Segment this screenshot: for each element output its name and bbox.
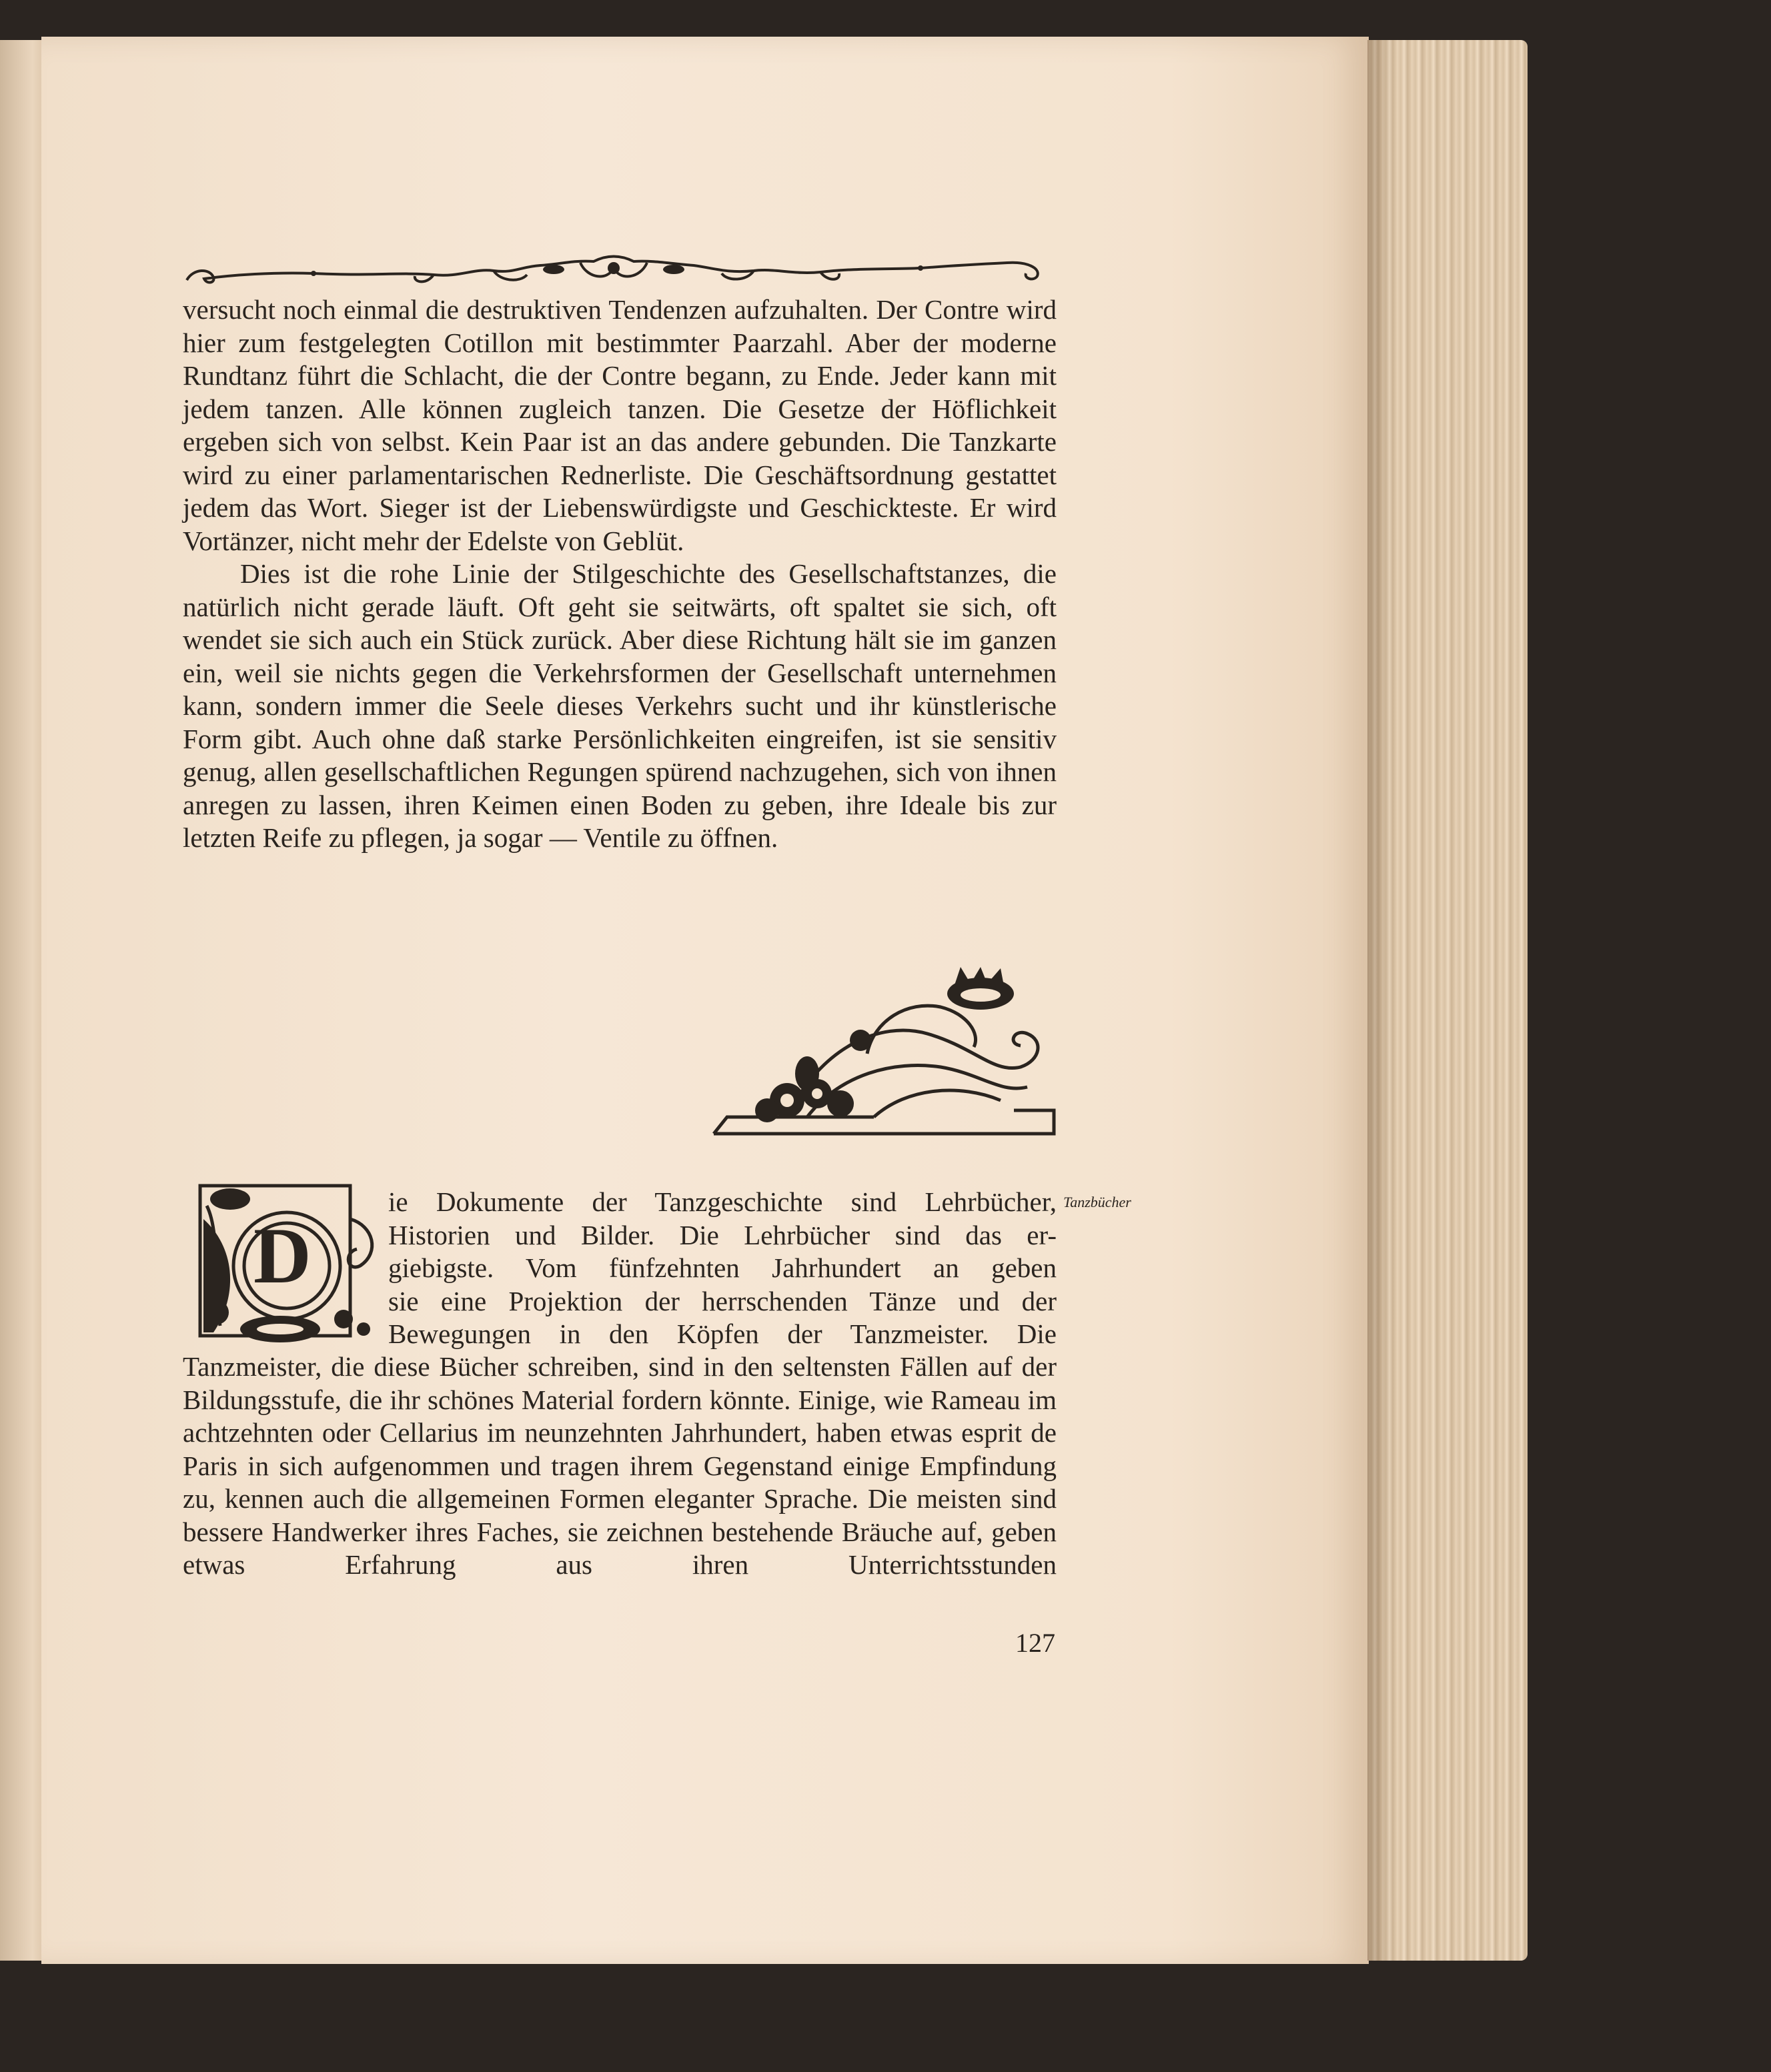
cornucopia-ornament (707, 967, 1061, 1160)
paragraph-tanzmeister: Tanzmeister, die diese Bücher schreiben, sind in den seltensten Fällen auf der Bildungsstufe, die ihr schönes Material fordern könnte. Einige, wie Rameau im achtzehnten oder Cellarius im neunzehnten Jahrhundert, haben etwas esprit de Paris in sich aufgenommen und tragen ihrem Gegenstand einige Empfindung zu, kennen auch die allgemeinen Formen eleganter Sprache. Die meisten sind bessere Handwerker ihres Faches, sie zeichnen bestehende Bräuche auf, geben etwas Erfahrung aus ihren Unterrichtsstunden (183, 1351, 1057, 1580)
initial-line-1: ie Dokumente der Tanzgeschichte sind Lehrbücher, (388, 1186, 1057, 1217)
book-cover-bottom (0, 1964, 1771, 2072)
page-gutter-shadow (1367, 40, 1394, 1961)
decorated-initial (193, 1179, 384, 1352)
lines-beside-initial (388, 1186, 1057, 1351)
page-number: 127 (1015, 1628, 1055, 1658)
initial-line-4: sie eine Projektion der herrschenden Tänze und der (388, 1285, 1057, 1316)
initial-line-2: Historien und Bilder. Die Lehrbücher sind das er- (388, 1219, 1057, 1250)
section-one-text (183, 293, 1057, 855)
initial-line-3: giebigste. Vom fünfzehnten Jahrhundert an geben (388, 1252, 1057, 1283)
initial-letter-d: D (253, 1211, 312, 1300)
initial-line-5: Bewegungen in den Köpfen der Tanzmeister. Die (388, 1318, 1057, 1349)
section-two-continuation (183, 1350, 1057, 1582)
header-scroll-ornament (180, 248, 1047, 295)
paragraph-continuation: versucht noch einmal die destruktiven Tendenzen aufzuhalten. Der Contre wird hier zum festgelegten Cotillon mit bestimmter Paarzahl. Aber der moderne Rundtanz führt die Schlacht, die der Contre begann, zu Ende. Jeder kann mit jedem tanzen. Alle können zugleich tanzen. Die Gesetze der Höflichkeit ergeben sich von selbst. Kein Paar ist an das andere gebunden. Die Tanzkarte wird zu einer parlamentarischen Rednerliste. Die Geschäftsordnung gestattet jedem das Wort. Sieger ist der Liebenswürdigste und Geschickteste. Er wird Vortänzer, nicht mehr der Edelste von Geblüt. (183, 294, 1057, 556)
paragraph-stilgeschichte: Dies ist die rohe Linie der Stilgeschichte des Gesellschaftstanzes, die natürlich nicht gerade läuft. Oft geht sie seitwärts, oft spaltet sie sich, oft wendet sie sich auch ein Stück zurück. Aber diese Richtung hält sie im ganzen ein, weil sie nichts gegen die Verkehrsformen der Gesellschaft unternehmen kann, sondern immer die Seele dieses Verkehrs sucht und ihr künstlerische Form gibt. Auch ohne daß starke Persönlichkeiten eingreifen, ist sie sensitiv genug, allen gesellschaftlichen Regungen spürend nachzugehen, sich von ihnen anregen zu lassen, ihren Keimen einen Boden zu geben, ihre Ideale bis zur letzten Reife zu pflegen, ja sogar — Ventile zu öffnen. (183, 558, 1057, 853)
left-page-edge (0, 40, 47, 1961)
marginal-note: Tanzbücher (1063, 1194, 1131, 1210)
